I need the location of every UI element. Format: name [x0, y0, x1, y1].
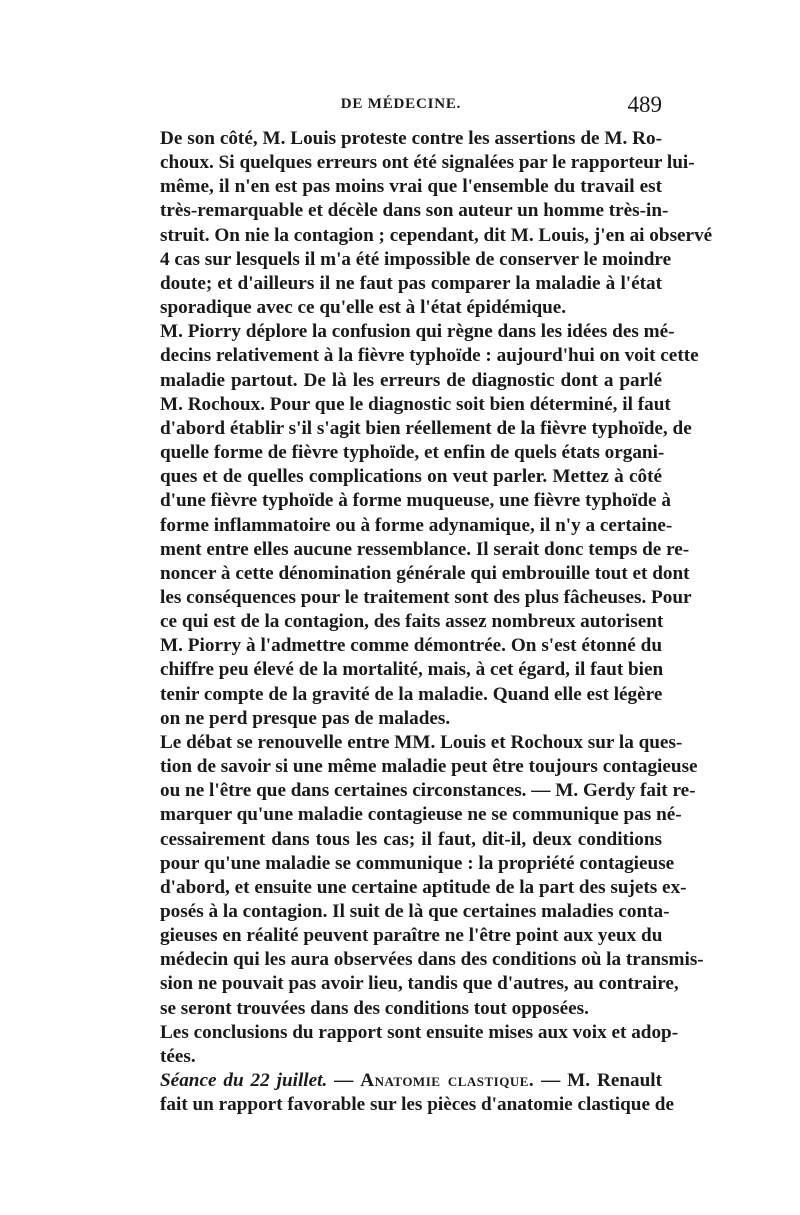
text-line: très-remarquable et décèle dans son auteur un homme très-in- — [160, 200, 669, 222]
text-line: d'une fièvre typhoïde à forme muqueuse, une fièvre typhoïde à — [160, 490, 671, 512]
text-line: ce qui est de la contagion, des faits assez nombreux autorisent — [160, 611, 664, 633]
seance-dash-1: — — [327, 1070, 361, 1092]
text-line: marquer qu'une maladie contagieuse ne se communique pas né- — [160, 804, 682, 826]
text-line: d'abord, et ensuite une certaine aptitude de la part des sujets ex- — [160, 876, 687, 898]
text-line: doute; et d'ailleurs il ne faut pas comparer la maladie à l'état — [160, 272, 662, 294]
text-line: médecin qui les aura observées dans des conditions où la transmis- — [160, 949, 704, 971]
seance-dash-2: — — [534, 1070, 568, 1092]
body-text — [138, 127, 713, 1117]
paragraph-piorry — [138, 320, 699, 731]
seance-line-2: fait un rapport favorable sur les pièces d'anatomie clastique de — [160, 1094, 674, 1116]
seance-date: Séance du 22 juillet. — [160, 1070, 328, 1092]
seance-heading: Anatomie clastique. — [360, 1070, 535, 1092]
text-line: struit. On nie la contagion ; cependant, dit M. Louis, j'en ai observé — [160, 224, 713, 246]
text-line: M. Piorry déplore la confusion qui règne dans les idées des mé- — [160, 321, 675, 343]
text-line: d'abord établir s'il s'agit bien réellement de la fièvre typhoïde, de — [160, 417, 692, 439]
text-line: ment entre elles aucune ressemblance. Il serait donc temps de re- — [160, 538, 690, 560]
text-line: gieuses en réalité peuvent paraître ne l'être point aux yeux du — [160, 925, 663, 947]
text-line: se seront trouvées dans des conditions tout opposées. — [160, 997, 589, 1019]
text-line: tées. — [160, 1045, 196, 1067]
text-line: decins relativement à la fièvre typhoïde : aujourd'hui on voit cette — [160, 345, 699, 367]
running-head — [140, 92, 662, 126]
running-title: DE MÉDECINE. — [340, 96, 462, 112]
text-line: on ne perd presque pas de malades. — [160, 707, 451, 729]
text-line: même, il n'en est pas moins vrai que l'ensemble du travail est — [160, 176, 662, 198]
text-line: tion de savoir si une même maladie peut être toujours contagieuse — [160, 756, 698, 778]
text-line: tenir compte de la gravité de la maladie. Quand elle est légère — [160, 683, 663, 705]
paragraph-louis — [138, 127, 713, 320]
text-line: cessairement dans tous les cas; il faut, dit-il, deux conditions — [160, 828, 662, 850]
text-line: les conséquences pour le traitement sont des plus fâcheuses. Pour — [160, 586, 692, 608]
text-line: forme inflammatoire ou à forme adynamique, il n'y a certaine- — [160, 514, 673, 536]
text-line: M. Piorry à l'admettre comme démontrée. On s'est étonné du — [160, 635, 662, 657]
text-line: ou ne l'être que dans certaines circonstances. — M. Gerdy fait re- — [160, 780, 696, 802]
text-line: maladie partout. De là les erreurs de diagnostic dont a parlé — [160, 369, 662, 391]
text-line: ques et de quelles complications on veut parler. Mettez à côté — [160, 466, 662, 488]
text-line: chiffre peu élevé de la mortalité, mais, à cet égard, il faut bien — [160, 659, 664, 681]
text-line: quelle forme de fièvre typhoïde, et enfin de quels états organi- — [160, 442, 665, 464]
text-line: sion ne pouvait pas avoir lieu, tandis que d'autres, au contraire, — [160, 973, 679, 995]
seance-line-1 — [138, 1069, 662, 1093]
text-line: sporadique avec ce qu'elle est à l'état épidémique. — [160, 297, 567, 319]
paragraph-seance — [138, 1069, 674, 1117]
seance-line-1-rest: M. Renault — [567, 1070, 662, 1092]
text-line: Le débat se renouvelle entre MM. Louis et Rochoux sur la ques- — [160, 731, 683, 753]
text-line: posés à la contagion. Il suit de là que certaines maladies conta- — [160, 901, 670, 922]
text-line: noncer à cette dénomination générale qui embrouille tout et dont — [160, 562, 690, 584]
text-line: Les conclusions du rapport sont ensuite mises aux voix et adop- — [160, 1021, 679, 1043]
paragraph-debat — [138, 731, 704, 1021]
page-number: 489 — [627, 92, 662, 117]
text-line: M. Rochoux. Pour que le diagnostic soit bien déterminé, il faut — [160, 393, 671, 415]
paragraph-conclusions — [138, 1021, 679, 1069]
text-line: 4 cas sur lesquels il m'a été impossible de conserver le moindre — [160, 248, 672, 270]
text-line: choux. Si quelques erreurs ont été signalées par le rapporteur lui- — [160, 152, 695, 174]
text-line: pour qu'une maladie se communique : la propriété contagieuse — [160, 852, 675, 874]
text-line: De son côté, M. Louis proteste contre les assertions de M. Ro- — [160, 128, 662, 149]
